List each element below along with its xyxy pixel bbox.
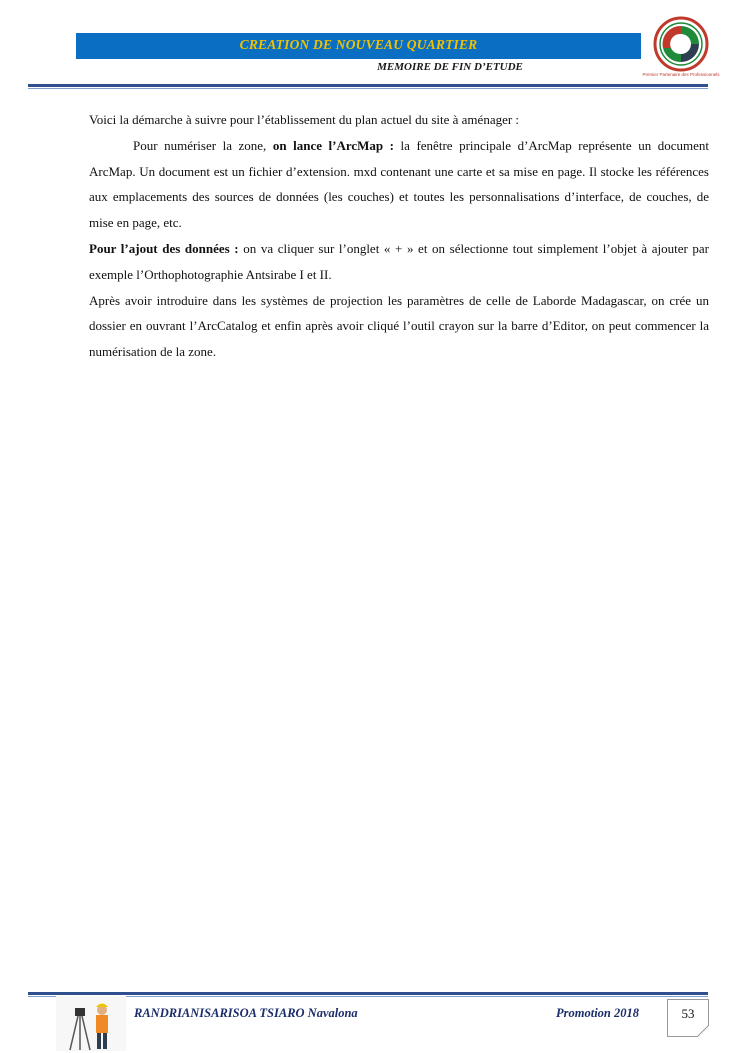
footer-rule: [28, 992, 708, 997]
paragraph-ajout-bold: Pour l’ajout des données :: [89, 240, 239, 256]
main-content: [89, 107, 709, 365]
logo-caption: Premier Partenaire des Professionnels: [642, 72, 720, 77]
header-rule: [28, 84, 708, 89]
document-title: CREATION DE NOUVEAU QUARTIER: [239, 37, 478, 52]
paragraph-arcmap: [89, 133, 709, 236]
paragraph-arcmap-post: la fenêtre principale d’ArcMap représente un document ArcMap. Un document est un fichier d’extension. mxd contenant une carte et sa mise en page. Il stocke les références aux emplacements des sources de données (les couches) et toutes les personnalisations d’interface, de couches, de mise en page, etc.: [89, 137, 709, 231]
paragraph-ajout: [89, 236, 709, 288]
page-number: 53: [681, 1006, 695, 1021]
paragraph-projection: Après avoir introduire dans les systèmes de projection les paramètres de celle de Laborde Madagascar, on crée un dossier en ouvrant l’ArcCatalog et enfin après avoir cliqué l’outil crayon sur la barre d’Editor, on peut commencer la numérisation de la zone.: [89, 292, 709, 360]
paragraph-arcmap-pre: Pour numériser la zone,: [133, 137, 273, 153]
paragraph-ajout-post: on va cliquer sur l’onglet « + » et on sélectionne tout simplement l’objet à ajouter par exemple l’Orthophotographie Antsirabe I et II.: [89, 240, 709, 282]
footer-promotion: Promotion 2018: [556, 1006, 639, 1020]
surveyor-icon: [56, 996, 126, 1051]
footer-author: RANDRIANISARISOA TSIARO Navalona: [134, 1006, 358, 1020]
page-number-box: [667, 999, 709, 1037]
document-subtitle: MEMOIRE DE FIN D’ETUDE: [377, 61, 523, 73]
page-curl-icon: [697, 1025, 709, 1037]
paragraph-intro: Voici la démarche à suivre pour l’établissement du plan actuel du site à aménager :: [89, 112, 520, 127]
paragraph-arcmap-bold: on lance l’ArcMap :: [272, 137, 395, 153]
